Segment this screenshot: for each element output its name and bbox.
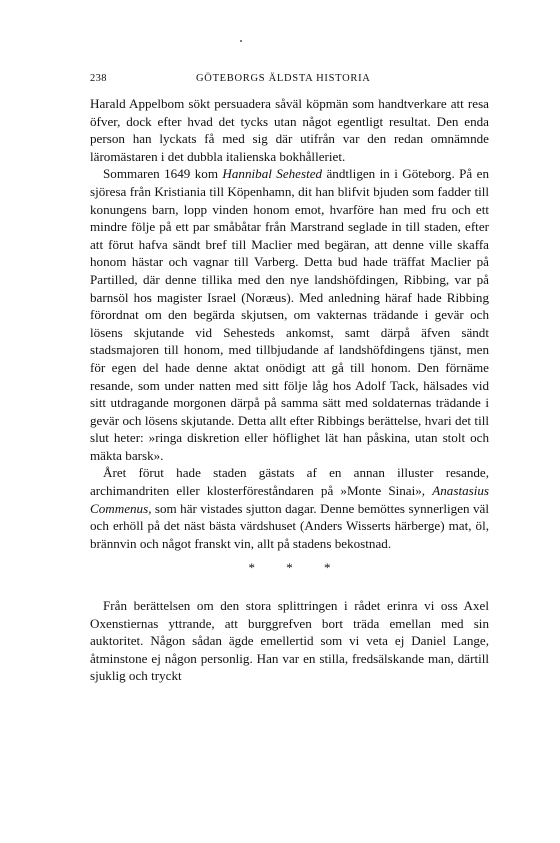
paragraph-4: Från berättelsen om den stora splittringen i rådet erinra vi oss Axel Oxenstiernas yttrande, att burggrefven bort träda emellan med sin auktoritet. Någon sådan ägde emellertid som vi veta ej Daniel Lange, åtminstone ej någon personlig. Han var en stilla, fredsälskande man, därtill sjuklig och tryckt [90, 598, 489, 684]
person-name-emphasis: Hannibal Sehested [222, 166, 323, 182]
paragraph-2-text-before: Sommaren 1649 kom [103, 166, 223, 182]
paragraph-3-text-before: Året förut hade staden gästats af en annan illuster resande, archimandriten eller klosterföreståndaren på »Monte Sinai», [90, 465, 489, 499]
person-name-emphasis: Anastasius Commenus [90, 483, 489, 516]
paragraph-2-text-after: ändtligen in i Göteborg. På en sjöresa från Kristiania till Köpenhamn, dit han blifvit bjuden som fadder till konungens barn, lopp vinden honom emot, hvarföre han med fru och ett mindre följe på ett par småbåtar från Marstrand seglade in till staden, efter att förut hafva sändt bref till Maclier med begäran, att denne ville skaffa honom hästar och vagnar till Varberg. Detta bud hade träffat Maclier på Partilled, där denne tillika med den nye landshöfdingen, Ribbing, var på barnsöl hos magister Israel (Noræus). Med anledning häraf hade Ribbing förordnat om den begärda skjutsen, om vakternas trädande i gevär och lösens skjutande vid Sehesteds ankomst, samt därpå äfven sändt stadsmajoren till honom, med tillbjudande af landshöfdingens tjänst, men för egen del hade denne aktat onödigt att gå till honom. Den förnäme resande, som under natten med sitt följe låg hos Adolf Tack, hälsades vid sitt utdragande morgonen därpå på samma sätt med soldaternas trädande i gevär och lösens skjutande. Detta allt efter Ribbings berättelse, hvari det till slut heter: »ringa diskretion eller höflighet lät han påskina, utan stolt och mäkta barsk». [90, 166, 489, 463]
print-speck [240, 40, 242, 42]
paragraph-3-text-after: , som här vistades sjutton dagar. Denne bemöttes synnerligen väl och erhöll på det näst bästa värdshuset (Anders Wisserts härberge) mat, öl, brännvin och något franskt vin, allt på stadens bekostnad. [90, 500, 489, 551]
paragraph-3 [90, 464, 489, 552]
section-separator: * * * [248, 560, 345, 576]
paragraph-1: Harald Appelbom sökt persuadera såväl köpmän som handtverkare att resa öfver, dock efter hvad det tycks utan något egentligt resultat. Den enda person han lyckats få med sig där utifrån var den redan omnämnde läromästaren i det dubbla italienska bokhålleriet. [90, 96, 489, 164]
paragraph-2 [90, 165, 489, 464]
running-title: GÖTEBORGS ÄLDSTA HISTORIA [196, 73, 371, 84]
page-number: 238 [90, 73, 107, 84]
page-header [90, 73, 490, 87]
body-text [90, 95, 489, 685]
